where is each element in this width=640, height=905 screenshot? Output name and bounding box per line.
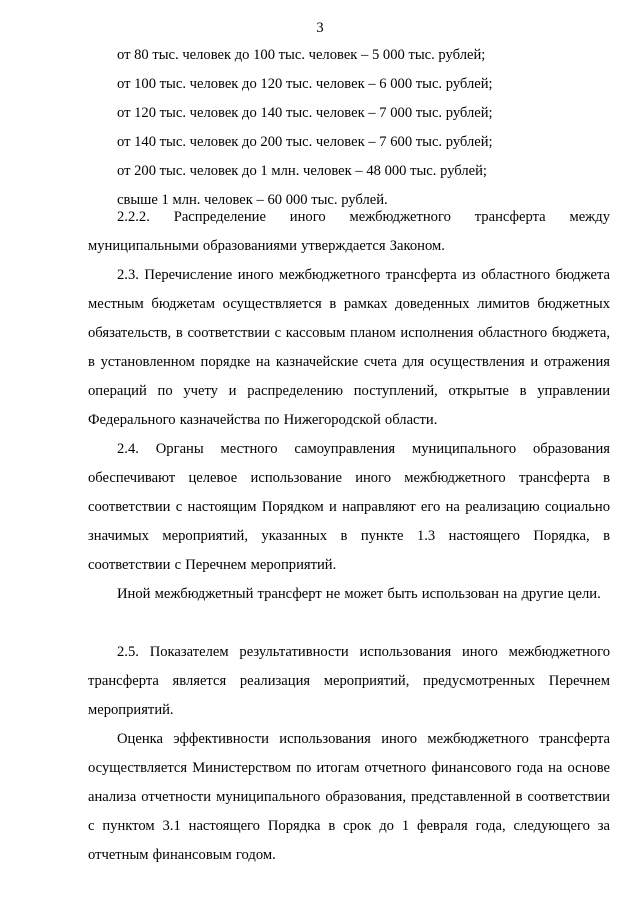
paragraph-2-5: 2.5. Показателем результативности использования иного межбюджетного трансферта является реализация мероприятий, предусмотренных Перечнем мероприятий. <box>88 644 610 718</box>
threshold-item-3: от 120 тыс. человек до 140 тыс. человек – 7 000 тыс. рублей; <box>117 105 493 121</box>
paragraph-2-4: 2.4. Органы местного самоуправления муниципального образования обеспечивают целевое использование иного межбюджетного трансферта в соответствии с настоящим Порядком и направляют его на реализацию социально значимых мероприятий, указанных в пункте 1.3 настоящего Порядка, в соответствии с Перечнем мероприятий. <box>88 441 610 573</box>
paragraph-2-3: 2.3. Перечисление иного межбюджетного трансферта из областного бюджета местным бюджетам осуществляется в рамках доведенных лимитов бюджетных обязательств, в соответствии с кассовым планом исполнения областного бюджета, в установленном порядке на казначейские счета для осуществления и отражения операций по учету и распределению поступлений, открытые в управлении Федерального казначейства по Нижегородской области. <box>88 267 610 428</box>
threshold-item-6: свыше 1 млн. человек – 60 000 тыс. рублей. <box>117 192 388 208</box>
threshold-item-4: от 140 тыс. человек до 200 тыс. человек – 7 600 тыс. рублей; <box>117 134 493 150</box>
paragraph-evaluation: Оценка эффективности использования иного межбюджетного трансферта осуществляется Министерством по итогам отчетного финансового года на основе анализа отчетности муниципального образования, представленной в соответствии с пунктом 3.1 настоящего Порядка в срок до 1 февраля года, следующего за отчетным финансовым годом. <box>88 731 610 863</box>
paragraph-2-2-2: 2.2.2. Распределение иного межбюджетного трансферта между муниципальными образованиями утверждается Законом. <box>88 209 610 254</box>
page-number: 3 <box>316 20 324 36</box>
threshold-item-2: от 100 тыс. человек до 120 тыс. человек – 6 000 тыс. рублей; <box>117 76 493 92</box>
paragraph-other-purposes: Иной межбюджетный трансферт не может быть использован на другие цели. <box>117 586 601 602</box>
threshold-item-1: от 80 тыс. человек до 100 тыс. человек – 5 000 тыс. рублей; <box>117 47 486 63</box>
threshold-item-5: от 200 тыс. человек до 1 млн. человек – 48 000 тыс. рублей; <box>117 163 487 179</box>
